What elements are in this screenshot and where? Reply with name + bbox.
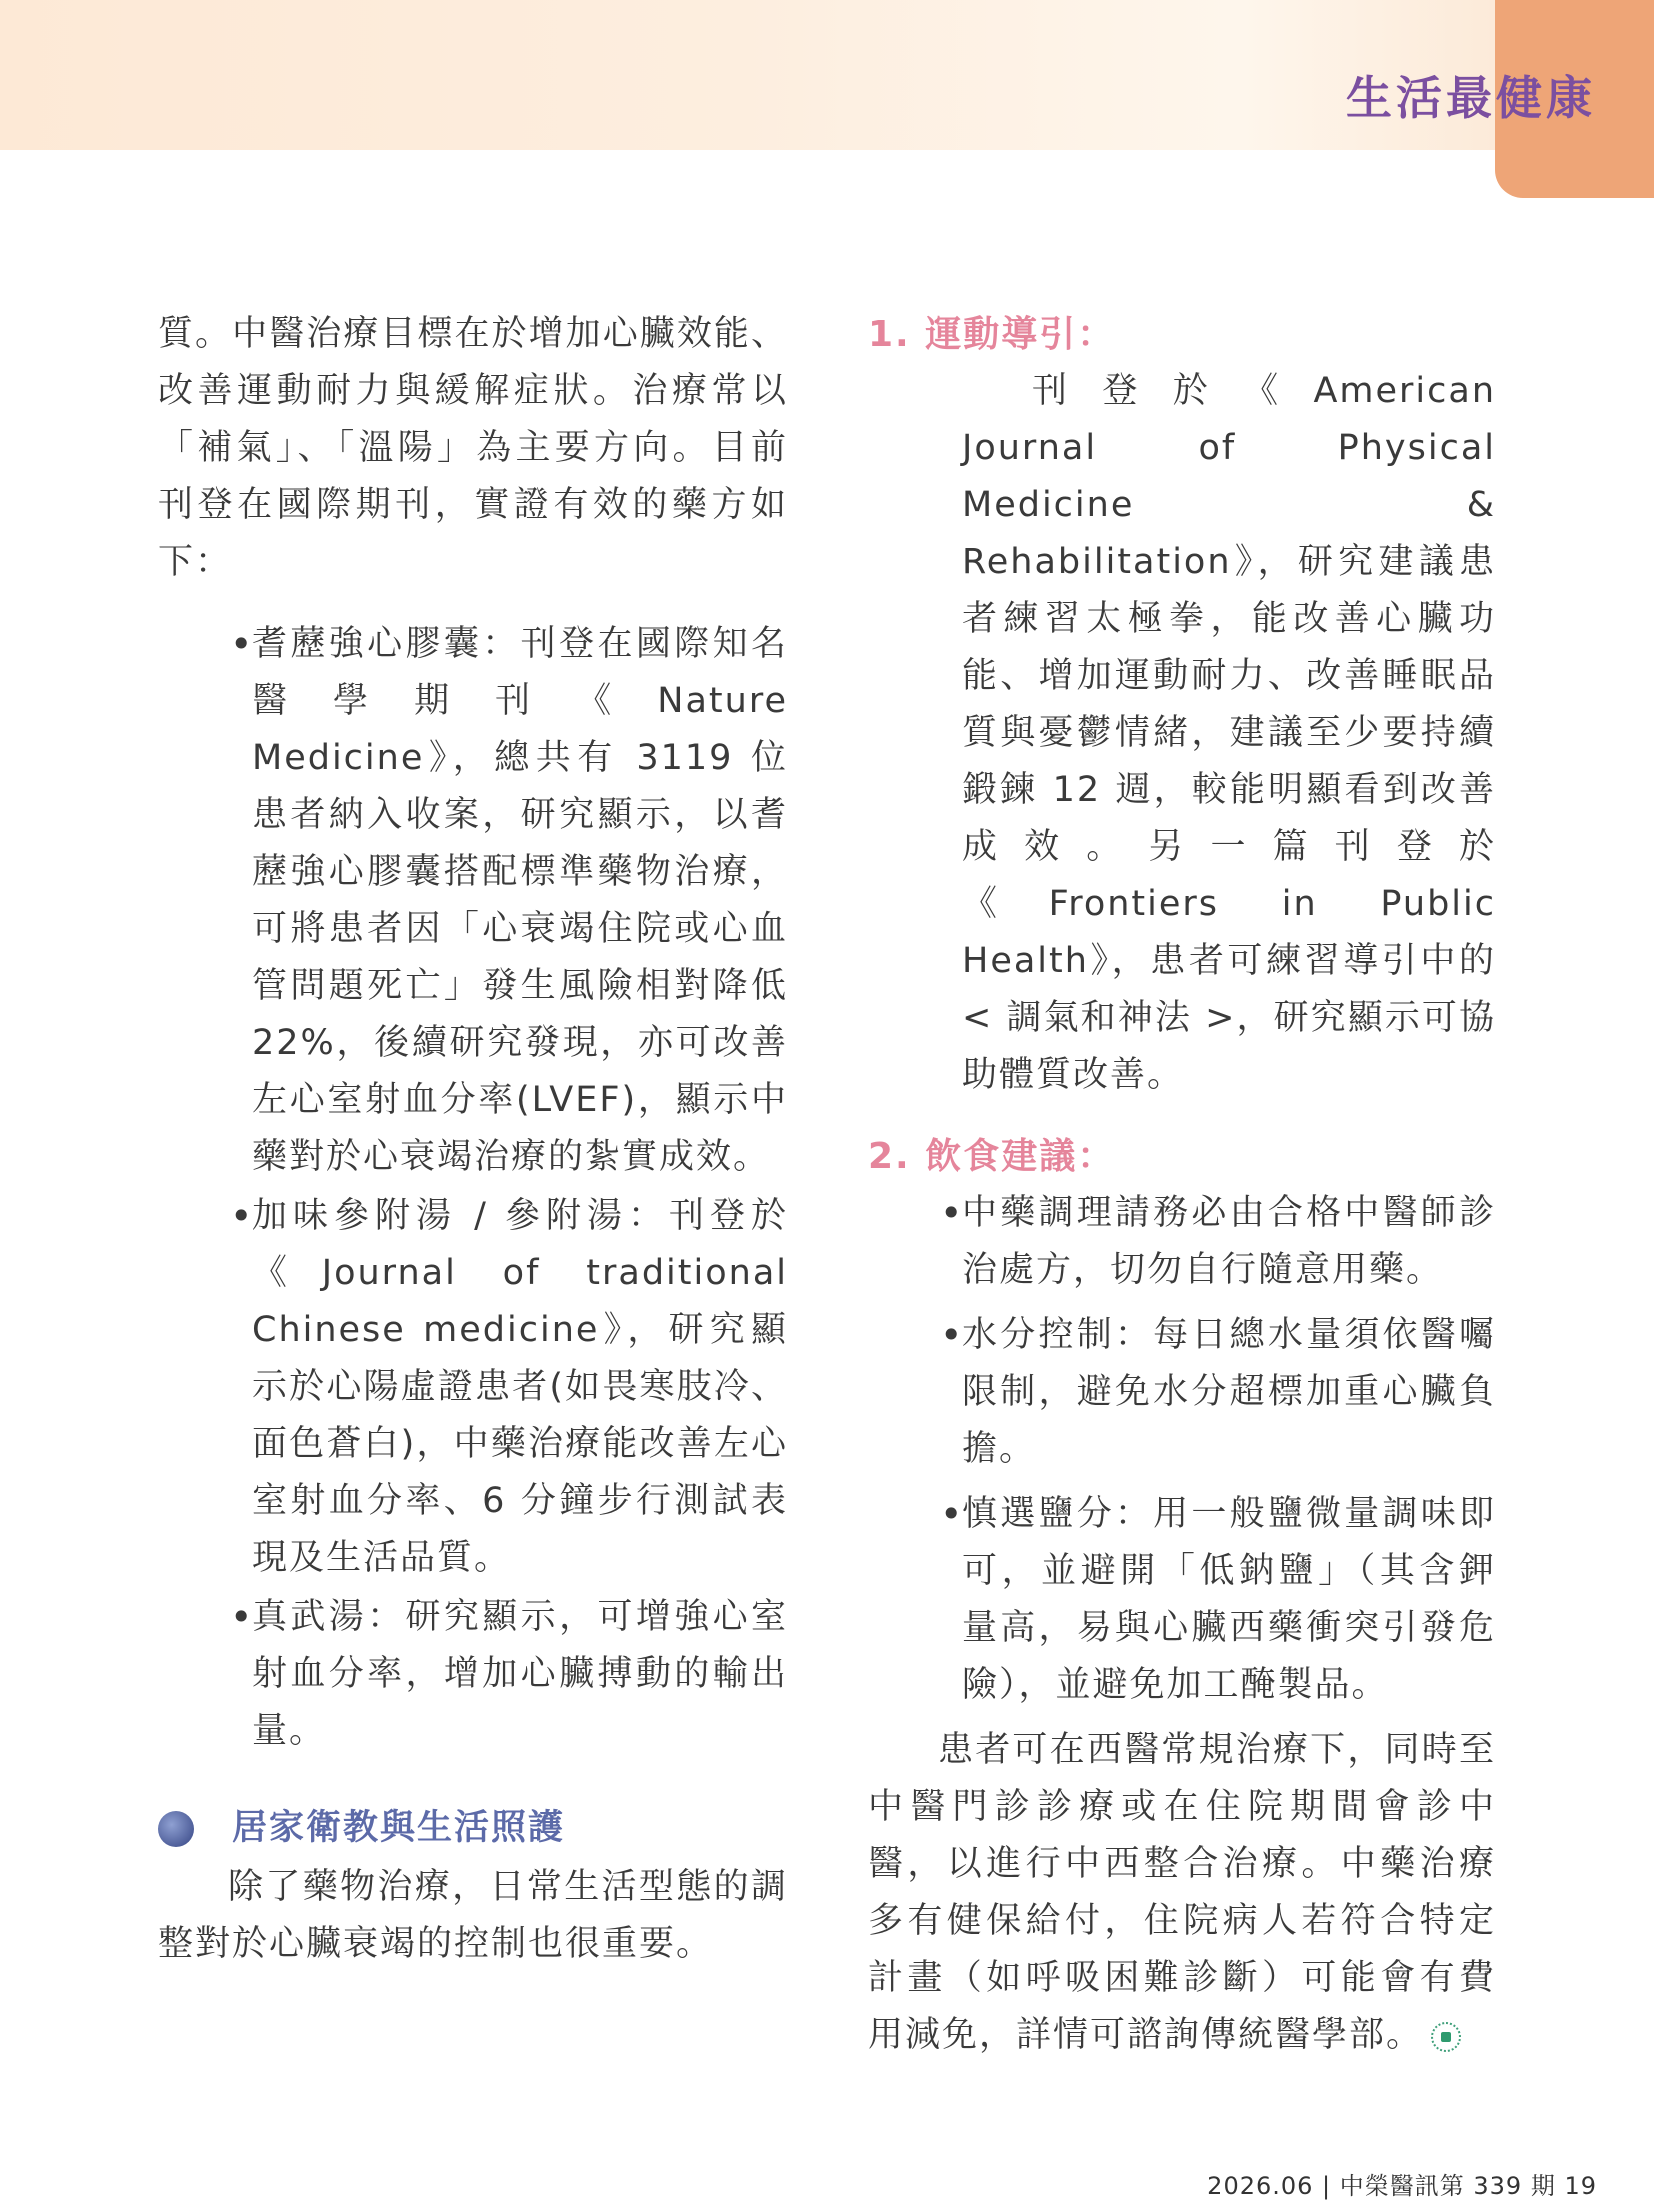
- intro-paragraph: 質。中醫治療目標在於增加心臟效能、改善運動耐力與緩解症狀。治療常以「補氣」、「溫陽」為主要方向。目前刊登在國際期刊，實證有效的藥方如下：: [158, 314, 788, 582]
- herbal-formula-list: [158, 616, 788, 1760]
- page-section-title: 生活最健康: [1346, 71, 1596, 125]
- hospital-logo-icon: [1431, 2022, 1461, 2052]
- closing-paragraph: 患者可在西醫常規治療下，同時至中醫門診診療或在住院期間會診中醫，以進行中西整合治療。中藥治療多有健保給付，住院病人若符合特定計畫（如呼吸困難診斷）可能會有費用減免，詳情可諮詢傳統醫學部。: [868, 1730, 1496, 2055]
- exercise-heading: 1. 運動導引：: [868, 314, 1116, 355]
- diet-heading: 2. 飲食建議：: [868, 1136, 1116, 1177]
- right-column: [868, 306, 1496, 2064]
- left-column: [158, 306, 788, 1973]
- bullet-icon: •: [940, 1492, 965, 1536]
- exercise-paragraph: 刊登於《American Journal of Physical Medicine & Rehabilitation》，研究建議患者練習太極拳，能改善心臟功能、增加運動耐力、改善睡眠品質與憂鬱情緒，建議至少要持續鍛鍊 12 週，較能明顯看到改善成效。另一篇刊登於《Frontiers in Public Health》，患者可練習導引中的 < 調氣和神法 >，研究顯示可協助體質改善。: [962, 371, 1496, 1095]
- bullet-icon: •: [230, 622, 255, 666]
- list-item: • 慎選鹽分：用一般鹽微量調味即可，並避開「低鈉鹽」（其含鉀量高，易與心臟西藥衝突引發危險），並避免加工醃製品。: [962, 1486, 1496, 1714]
- list-item: • 真武湯：研究顯示，可增強心室射血分率，增加心臟搏動的輸出量。: [252, 1589, 788, 1760]
- circle-icon: [158, 1811, 194, 1847]
- list-item: • 中藥調理請務必由合格中醫師診治處方，切勿自行隨意用藥。: [962, 1185, 1496, 1299]
- page-footer: 2026.06 | 中榮醫訊第 339 期 19: [1207, 2172, 1597, 2200]
- list-item: • 水分控制：每日總水量須依醫囑限制，避免水分超標加重心臟負擔。: [962, 1307, 1496, 1478]
- bullet-icon: •: [940, 1191, 965, 1235]
- section-body: 除了藥物治療，日常生活型態的調整對於心臟衰竭的控制也很重要。: [158, 1867, 788, 1964]
- bullet-icon: •: [940, 1313, 965, 1357]
- bullet-icon: •: [230, 1194, 255, 1238]
- bullet-icon: •: [230, 1595, 255, 1639]
- section-heading: [158, 1800, 788, 1857]
- section-title: 居家衛教與生活照護: [232, 1808, 566, 1848]
- list-item: • 耆藶強心膠囊：刊登在國際知名醫學期刊《Nature Medicine》，總共有 3119 位患者納入收案，研究顯示，以耆藶強心膠囊搭配標準藥物治療，可將患者因「心衰竭住院或心血管問題死亡」發生風險相對降低 22%，後續研究發現，亦可改善左心室射血分率(LVEF)，顯示中藥對於心衰竭治療的紮實成效。: [252, 616, 788, 1186]
- list-item: • 加味參附湯 / 參附湯：刊登於《Journal of traditional Chinese medicine》，研究顯示於心陽虛證患者(如畏寒肢冷、面色蒼白)，中藥治療能改善左心室射血分率、6 分鐘步行測試表現及生活品質。: [252, 1188, 788, 1587]
- diet-list: [868, 1185, 1496, 1714]
